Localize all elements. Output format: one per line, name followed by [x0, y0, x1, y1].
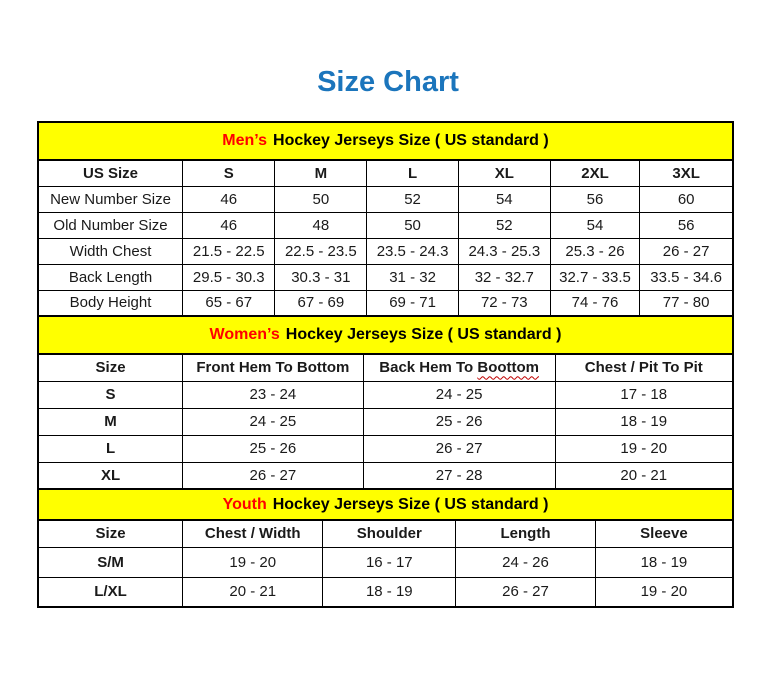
size-value-cell: 52: [367, 186, 459, 212]
size-value-cell: 50: [275, 186, 367, 212]
size-value-cell: 29.5 - 30.3: [183, 264, 275, 290]
size-value-cell: 54: [458, 186, 550, 212]
row-label: Body Height: [38, 290, 183, 316]
row-label: S/M: [38, 547, 183, 577]
size-value-cell: 46: [183, 212, 275, 238]
table-row: [38, 462, 733, 489]
size-value-cell: 74 - 76: [550, 290, 640, 316]
column-header: Size: [38, 354, 183, 381]
column-header: 2XL: [550, 160, 640, 186]
column-header: L: [367, 160, 459, 186]
size-value-cell: 26 - 27: [183, 462, 364, 489]
column-header: 3XL: [640, 160, 733, 186]
size-value-cell: 18 - 19: [323, 577, 456, 607]
womens-banner-text: Hockey Jerseys Size ( US standard ): [285, 326, 562, 343]
youth-section: [37, 488, 734, 608]
table-row: [38, 435, 733, 462]
row-label: S: [38, 381, 183, 408]
mens-banner-highlight: Men’s: [222, 132, 268, 149]
size-value-cell: 22.5 - 23.5: [275, 238, 367, 264]
header-row: [38, 160, 733, 186]
column-header: S: [183, 160, 275, 186]
table-row: [38, 577, 733, 607]
womens-banner-highlight: Women’s: [209, 326, 280, 343]
page-title: Size Chart: [317, 66, 459, 98]
column-header: Back Hem To Boottom: [363, 354, 555, 381]
row-label: XL: [38, 462, 183, 489]
header-row: [38, 520, 733, 547]
column-header: Front Hem To Bottom: [183, 354, 364, 381]
size-value-cell: 52: [458, 212, 550, 238]
column-header: M: [275, 160, 367, 186]
size-value-cell: 25 - 26: [183, 435, 364, 462]
size-value-cell: 25.3 - 26: [550, 238, 640, 264]
youth-banner-highlight: Youth: [222, 495, 267, 513]
table-row: [38, 238, 733, 264]
size-value-cell: 18 - 19: [595, 547, 733, 577]
size-value-cell: 23 - 24: [183, 381, 364, 408]
size-value-cell: 18 - 19: [555, 408, 733, 435]
size-value-cell: 20 - 21: [183, 577, 323, 607]
size-value-cell: 17 - 18: [555, 381, 733, 408]
womens-section: [37, 315, 734, 490]
size-value-cell: 31 - 32: [367, 264, 459, 290]
size-value-cell: 20 - 21: [555, 462, 733, 489]
column-header: XL: [458, 160, 550, 186]
misspelled-word: Boottom: [477, 359, 540, 377]
size-value-cell: 19 - 20: [183, 547, 323, 577]
row-label: Back Length: [38, 264, 183, 290]
size-value-cell: 26 - 27: [456, 577, 596, 607]
size-value-cell: 54: [550, 212, 640, 238]
table-row: [38, 186, 733, 212]
size-value-cell: 72 - 73: [458, 290, 550, 316]
size-value-cell: 30.3 - 31: [275, 264, 367, 290]
table-row: [38, 212, 733, 238]
size-value-cell: 23.5 - 24.3: [367, 238, 459, 264]
column-header: Sleeve: [595, 520, 733, 547]
table-row: [38, 290, 733, 316]
mens-section-banner: [37, 121, 734, 161]
size-value-cell: 46: [183, 186, 275, 212]
size-value-cell: 27 - 28: [363, 462, 555, 489]
size-value-cell: 26 - 27: [640, 238, 733, 264]
column-header: Chest / Pit To Pit: [555, 354, 733, 381]
column-header: Shoulder: [323, 520, 456, 547]
mens-section: [37, 121, 734, 317]
column-header: Size: [38, 520, 183, 547]
size-chart: [37, 121, 734, 608]
size-value-cell: 67 - 69: [275, 290, 367, 316]
size-value-cell: 16 - 17: [323, 547, 456, 577]
table-row: [38, 547, 733, 577]
youth-banner-text: Hockey Jerseys Size ( US standard ): [272, 495, 549, 513]
size-value-cell: 19 - 20: [555, 435, 733, 462]
size-value-cell: 25 - 26: [363, 408, 555, 435]
column-header: US Size: [38, 160, 183, 186]
column-header: Chest / Width: [183, 520, 323, 547]
size-value-cell: 33.5 - 34.6: [640, 264, 733, 290]
row-label: M: [38, 408, 183, 435]
size-value-cell: 24 - 25: [363, 381, 555, 408]
size-value-cell: 69 - 71: [367, 290, 459, 316]
size-value-cell: 56: [640, 212, 733, 238]
size-value-cell: 50: [367, 212, 459, 238]
youth-size-table: [37, 519, 734, 608]
table-row: [38, 264, 733, 290]
row-label: L: [38, 435, 183, 462]
table-row: [38, 408, 733, 435]
womens-section-banner: [37, 315, 734, 355]
womens-size-table: [37, 353, 734, 490]
header-row: [38, 354, 733, 381]
size-value-cell: 77 - 80: [640, 290, 733, 316]
size-value-cell: 56: [550, 186, 640, 212]
size-value-cell: 48: [275, 212, 367, 238]
mens-size-table: [37, 159, 734, 317]
row-label: Width Chest: [38, 238, 183, 264]
table-row: [38, 381, 733, 408]
column-header: Length: [456, 520, 596, 547]
size-value-cell: 26 - 27: [363, 435, 555, 462]
row-label: L/XL: [38, 577, 183, 607]
size-value-cell: 60: [640, 186, 733, 212]
size-value-cell: 19 - 20: [595, 577, 733, 607]
row-label: Old Number Size: [38, 212, 183, 238]
youth-section-banner: [37, 488, 734, 521]
mens-banner-text: Hockey Jerseys Size ( US standard ): [273, 132, 549, 149]
size-value-cell: 32.7 - 33.5: [550, 264, 640, 290]
size-value-cell: 24.3 - 25.3: [458, 238, 550, 264]
size-value-cell: 32 - 32.7: [458, 264, 550, 290]
size-value-cell: 24 - 25: [183, 408, 364, 435]
size-value-cell: 24 - 26: [456, 547, 596, 577]
row-label: New Number Size: [38, 186, 183, 212]
size-value-cell: 21.5 - 22.5: [183, 238, 275, 264]
size-value-cell: 65 - 67: [183, 290, 275, 316]
